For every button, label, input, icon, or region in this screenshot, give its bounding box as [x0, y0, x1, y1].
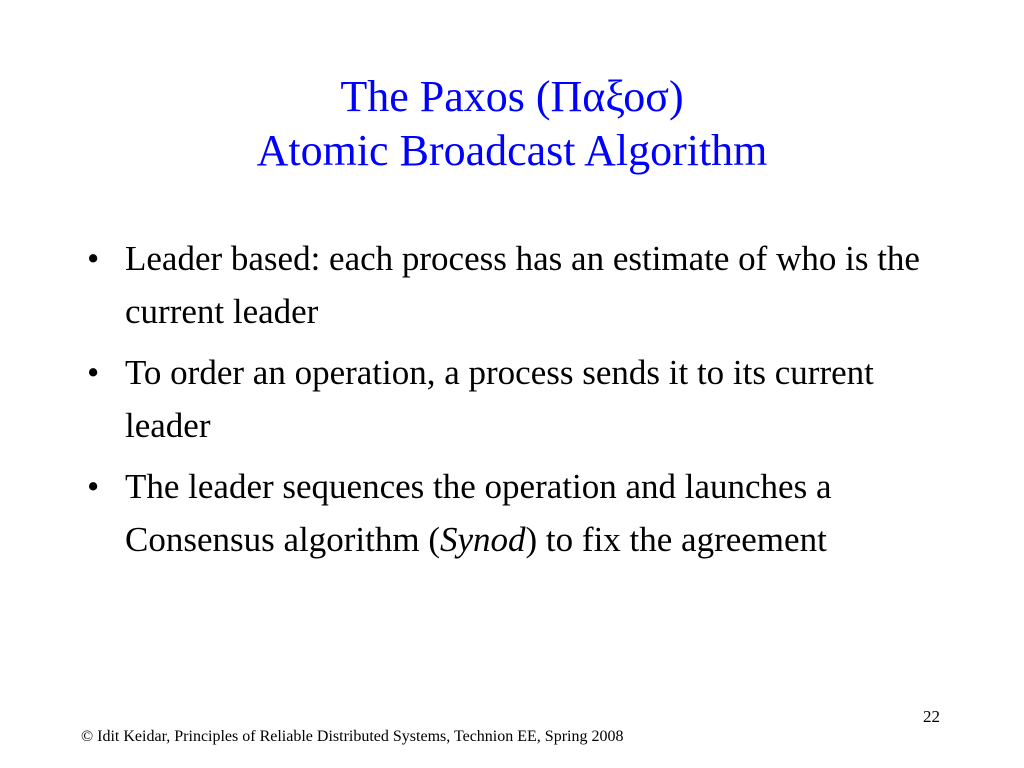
- bullet-item-3: [87, 460, 947, 566]
- title-line-2: Atomic Broadcast Algorithm: [256, 126, 768, 175]
- bullet-text-1: Leader based: each process has an estimate of who is the current leader: [125, 239, 920, 331]
- synod-emphasis: Synod: [439, 520, 526, 559]
- bullet-item-2: [87, 346, 947, 452]
- bullet-marker: •: [87, 353, 100, 392]
- bullet-text-2: To order an operation, a process sends it to its current leader: [125, 353, 874, 445]
- title-line-1: The Paxos (Παξοσ): [340, 72, 684, 121]
- bullet-item-1: [87, 232, 947, 338]
- page-number: 22: [923, 707, 940, 726]
- bullet-list: [87, 232, 947, 574]
- slide-title: [60, 70, 964, 178]
- bullet-marker: •: [87, 467, 100, 506]
- footer-copyright: © Idit Keidar, Principles of Reliable Distributed Systems, Technion EE, Spring 2008: [81, 728, 624, 745]
- bullet-text-3: [125, 467, 831, 559]
- bullet-marker: •: [87, 239, 100, 278]
- bullet-text-3-before: The leader sequences the operation and launches a Consensus algorithm (: [125, 467, 832, 559]
- bullet-text-3-after: ) to fix the agreement: [525, 520, 827, 559]
